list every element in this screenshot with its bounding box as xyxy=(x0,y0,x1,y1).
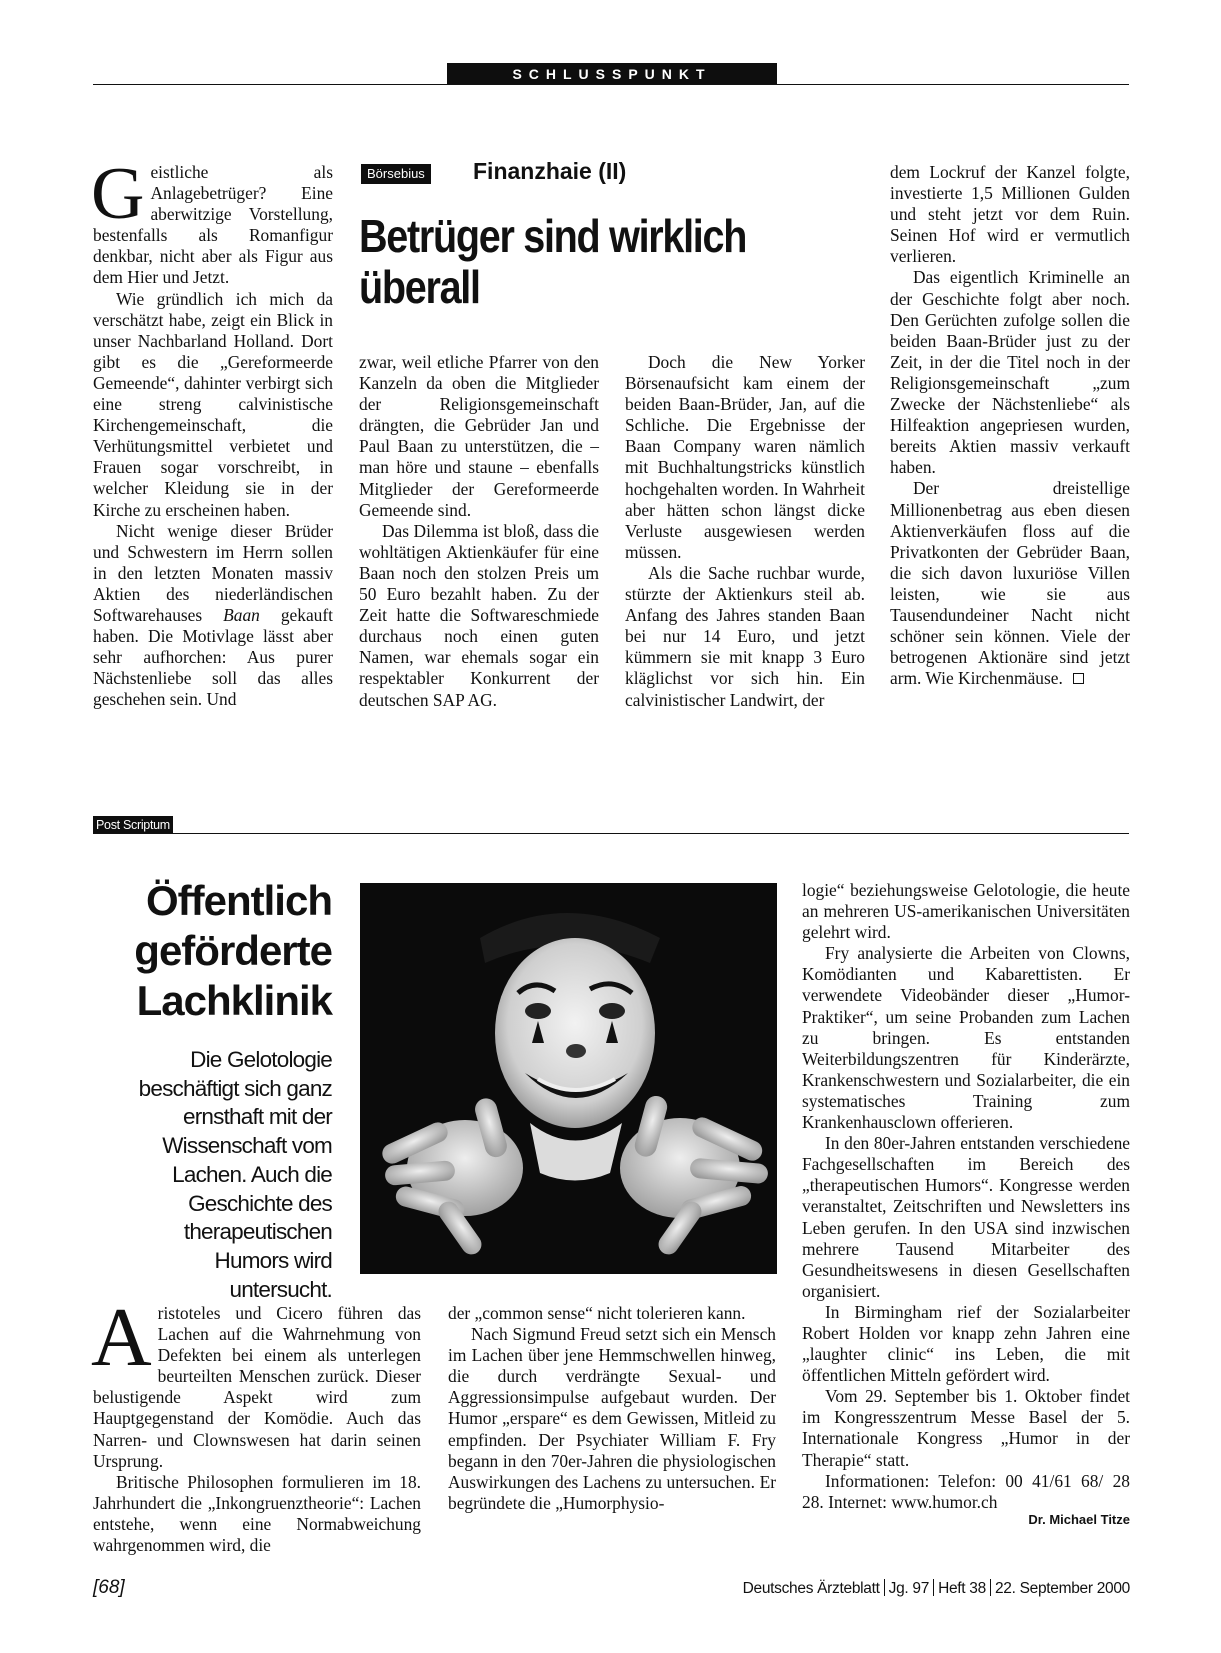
article2-column-3 xyxy=(802,880,1130,1513)
postscriptum-tag: Post Scriptum xyxy=(93,816,173,834)
article1-col1-p3-em: Baan xyxy=(223,604,260,625)
article1-col4-p3-text: Der dreistellige Millionenbetrag aus eben diesen Aktienverkäufen floss auf die Privatkonten der Gebrüder Baan, die sich davon luxuriöse Villen leisten, wie sie aus Tausendundeiner Nacht nicht schöner sein können. Viele der betrogenen Aktionäre sind jetzt arm. Wie Kirchenmäuse. xyxy=(890,478,1130,689)
article1-col1-p3a: Nicht wenige dieser Brüder und Schwestern im Herrn sollen in den letzten Monaten massiv Aktien des niederländischen Softwarehauses xyxy=(93,520,333,625)
article1-col3-p1: Doch die New Yorker Börsenaufsicht kam einem der beiden Baan-Brüder, Jan, auf die Schliche. Die Ergebnisse der Baan Company waren nämlich mit Buchhaltungstricks künstlich hochgehalten worden. In Wahrheit aber hätten schon längst dicke Verluste ausgewiesen werden müssen. xyxy=(625,352,865,562)
article2-lead: Die Gelotologie beschäftigt sich ganz ernsthaft mit der Wissenschaft vom Lachen. Auch die Geschichte des therapeutischen Humors wird untersucht. xyxy=(138,1047,332,1302)
postscriptum-rule xyxy=(93,833,1129,834)
clown-photo xyxy=(360,883,777,1274)
footer-separator xyxy=(990,1579,991,1596)
article1-column-4 xyxy=(890,162,1130,689)
article2-dropcap: A xyxy=(91,1291,152,1384)
article1-col1-p3 xyxy=(93,521,333,711)
journal-name: Deutsches Ärzteblatt xyxy=(742,1580,880,1597)
article2-col3-p3: In den 80er-Jahren entstanden verschiedene Fachgesellschaften im Bereich des „therapeutischen Humors“. Kongresse werden veranstaltet, Zeitschriften und Newsletters ins Leben gerufen. In den USA sind inzwischen mehrere Tausend Mitarbeiter des Gesundheitswesens in diesen Gesellschaften organisiert. xyxy=(802,1133,1130,1301)
article1-col2-p1: zwar, weil etliche Pfarrer von den Kanzeln da oben die Mitglieder der Religionsgemeinschaft drängten, die Gebrüder Jan und Paul Baan zu unterstützen, die – man höre und staune – ebenfalls Mitglieder der Gereformeerde Gemeende sind. xyxy=(359,352,599,520)
article1-col4-p3 xyxy=(890,478,1130,689)
article1-dropcap: G xyxy=(91,153,145,235)
article2-headline: Öffentlich geförderte Lachklinik xyxy=(134,877,332,1024)
journal-issue: Heft 38 xyxy=(938,1580,986,1597)
article1-col3-p2: Als die Sache ruchbar wurde, stürzte der Aktienkurs steil ab. Anfang des Jahres standen Baan bei nur 14 Euro, und jetzt kümmern sie mit knapp 3 Euro kläglichst vor sich hin. Ein calvinistischer Landwirt, der xyxy=(625,562,865,710)
article1-col4-p2: Das eigentlich Kriminelle an der Geschichte folgt aber noch. Den Gerüchten zufolge sollen die beiden Baan-Brüder just zu der Zeit, in der die Titel noch in der Religionsgemeinschaft „zum Zwecke der Nächstenliebe“ als Hilfeaktion angepriesen wurden, bereits Aktien massiv verkauft haben. xyxy=(890,267,1130,478)
article1-kicker: Finanzhaie (II) xyxy=(473,158,627,184)
article1-col1-p1: eistliche als Anlagebetrüger? Eine aberwitzige Vorstellung, bestenfalls als Romanfigur denkbar, nicht aber als Figur aus dem Hier und Jetzt. xyxy=(93,162,333,288)
section-rubric: SCHLUSSPUNKT xyxy=(447,63,777,85)
author-credit: Dr. Michael Titze xyxy=(1028,1512,1130,1527)
journal-date: 22. September 2000 xyxy=(994,1580,1130,1597)
article1-col2-p2: Das Dilemma ist bloß, dass die wohltätigen Aktienkäufer für eine Baan noch den stolzen Preis um 50 Euro bezahlt haben. Zu der Zeit hatte die Softwareschmiede durchaus noch einen guten Namen, war ehemals sogar ein respektabler Konkurrent der deutschen SAP AG. xyxy=(359,520,599,710)
article2-col3-p1: logie“ beziehungsweise Gelotologie, die heute an mehreren US-amerikanischen Universitäten gelehrt wird. xyxy=(802,880,1130,943)
article2-col2-p1: der „common sense“ nicht tolerieren kann. xyxy=(448,1303,746,1323)
journal-volume: Jg. 97 xyxy=(888,1580,930,1597)
article1-column-1 xyxy=(91,153,333,710)
clown-photo-illustration xyxy=(360,883,777,1274)
article2-col1-p1: ristoteles und Cicero führen das Lachen auf die Wahrnehmung von Defekten bei einem als unterlegen beurteilten Menschen zurück. Dieser belustigende Aspekt wird zum Hauptgegenstand der Komödie. Auch das Narren- und Clownswesen hat darin seinen Ursprung. xyxy=(93,1303,421,1471)
article2-col3-p4: In Birmingham rief der Sozialarbeiter Robert Holden vor knapp zehn Jahren eine „laughter clinic“ ins Leben, die mit öffentlichen Mitteln gefördert wird. xyxy=(802,1301,1130,1386)
article2-col3-p2: Fry analysierte die Arbeiten von Clowns, Komödianten und Kabarettisten. Er verwendete Videobänder dieser „Humor-Praktiker“, um seine Probanden zum Lachen zu bringen. Es entstanden Weiterbildungszentren für Kinderärzte, Krankenschwestern und Sozialarbeiter, die ein systematisches Training zum Krankenhausclown offerieren. xyxy=(802,943,1130,1133)
article1-column-3 xyxy=(625,352,865,711)
article1-col4-p1: dem Lockruf der Kanzel folgte, investierte 1,5 Millionen Gulden und steht jetzt vor dem Ruin. Seinen Hof wird er vermutlich verlieren. xyxy=(890,162,1130,267)
article2-col1-p2: Britische Philosophen formulieren im 18. Jahrhundert die „Inkongruenztheorie“: Lachen entstehe, wenn eine Normabweichung wahrgenommen wird, die xyxy=(93,1471,421,1556)
article1-col1-p2: Wie gründlich ich mich da verschätzt habe, zeigt ein Blick in unser Nachbarland Holland. Dort gibt es die „Gereformeerde Gemeende“, dahinter verbirgt sich eine streng calvinistische Kirchengemeinschaft, die Verhütungsmittel verbietet und Frauen sogar vorschreibt, in welcher Kleidung sie in der Kirche zu erscheinen haben. xyxy=(93,288,333,520)
article1-headline: Betrüger sind wirklich überall xyxy=(359,210,747,313)
article1-tag: Börsebius xyxy=(361,164,431,184)
footer-separator xyxy=(884,1579,885,1596)
page-number: [68] xyxy=(93,1577,125,1598)
article2-col3-p5: Vom 29. September bis 1. Oktober findet im Kongresszentrum Messe Basel der 5. Internationale Kongress „Humor in der Therapie“ statt. xyxy=(802,1386,1130,1470)
header-rule xyxy=(93,84,1129,85)
article2-col3-p6: Informationen: Telefon: 00 41/61 68/ 28 28. Internet: www.humor.ch xyxy=(802,1470,1130,1512)
article2-column-2 xyxy=(448,1303,776,1514)
article1-column-2 xyxy=(359,352,599,711)
article1-col1-p3b: gekauft haben. Die Motivlage lässt aber sehr aufhorchen: Aus purer Nächstenliebe soll das alles geschehen sein. Und xyxy=(93,604,333,710)
footer-separator xyxy=(933,1579,934,1596)
journal-footer xyxy=(680,1579,1130,1598)
end-of-article-icon xyxy=(1073,673,1084,684)
article2-col2-p2: Nach Sigmund Freud setzt sich ein Mensch im Lachen über jene Hemmschwellen hinweg, die durch verdrängte Sexual- und Aggressionsimpulse aufgebaut wurden. Der Humor „erspare“ es dem Gewissen, Mitleid zu empfinden. Der Psychiater William F. Fry begann in den 70er-Jahren die physiologischen Auswirkungen des Lachens zu untersuchen. Er begründete die „Humorphysio- xyxy=(448,1324,776,1513)
article2-column-1 xyxy=(91,1291,421,1556)
